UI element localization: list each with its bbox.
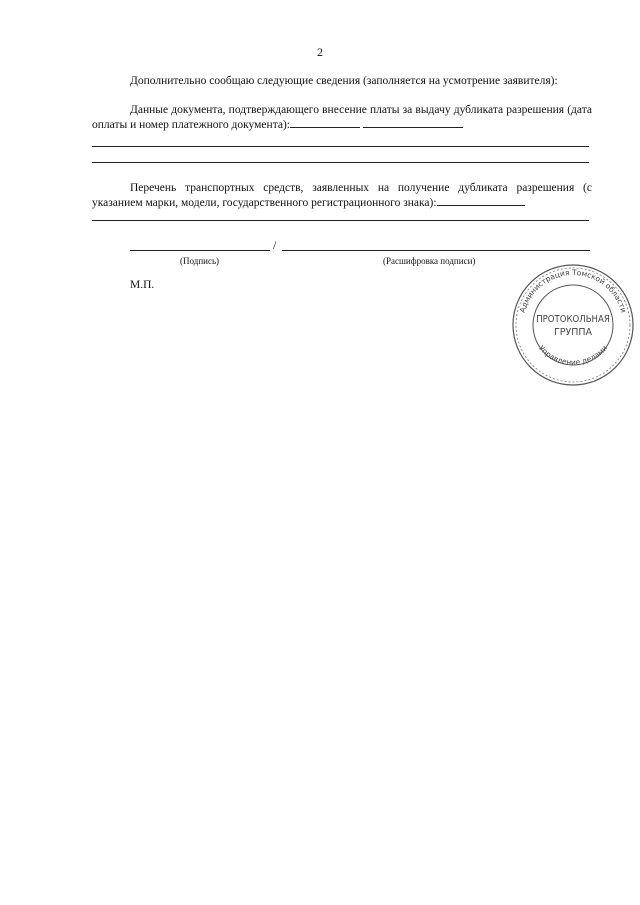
stamp-outer-bottom-text: Управление делами [536,343,610,367]
svg-text:Администрация Томской области [518,268,629,314]
payment-number-blank[interactable] [363,117,463,128]
decryption-line[interactable] [282,250,590,251]
vehicles-paragraph [92,181,592,210]
additional-info-paragraph [92,74,592,88]
fill-line-2[interactable] [92,162,589,163]
decryption-caption: (Расшифровка подписи) [383,256,476,266]
fill-line-3[interactable] [92,220,589,221]
fill-line-1[interactable] [92,146,589,147]
seal-label: М.П. [130,279,155,291]
stamp-outer-top-text: Администрация Томской области [517,267,629,314]
page-number: 2 [317,45,323,59]
svg-text:Управление делами [537,343,609,366]
stamp-outer-ring [513,265,633,385]
vehicles-text: Перечень транспортных средств, заявленных на получение дубликата разрешения (с указанием марки, модели, государственного регистрационного знака): [92,182,592,209]
payment-date-blank[interactable] [290,117,360,128]
signature-caption: (Подпись) [180,256,220,266]
additional-info-text: Дополнительно сообщаю следующие сведения (заполняется на усмотрение заявителя): [130,75,558,87]
payment-document-text: Данные документа, подтверждающего внесение платы за выдачу дубликата разрешения (дата оплаты и номер платежного документа): [92,104,592,131]
signature-line[interactable] [130,250,270,251]
stamp-inner-line2: ГРУППА [553,327,593,338]
payment-document-paragraph [92,103,592,132]
stamp-inner-line1: ПРОТОКОЛЬНАЯ [536,314,610,325]
stamp-image [510,262,636,388]
signature-separator: / [273,238,277,252]
vehicles-blank[interactable] [437,195,525,206]
